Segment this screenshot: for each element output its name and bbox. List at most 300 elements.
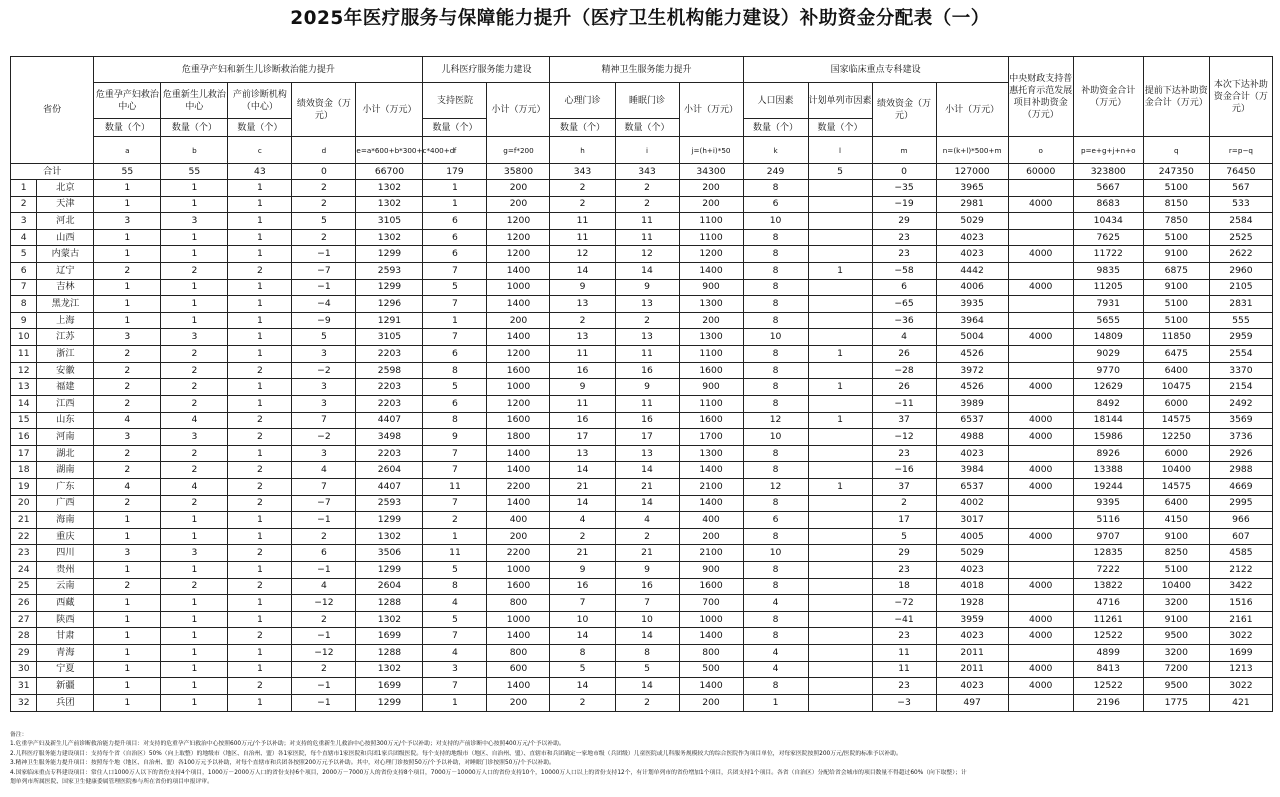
- table-row: [11, 445, 1273, 462]
- cell-m: 29: [872, 213, 936, 230]
- cell-m: −12: [872, 429, 936, 446]
- formula-q: q: [1143, 137, 1209, 164]
- province-name: 甘肃: [37, 628, 94, 645]
- cell-b: 1: [161, 528, 228, 545]
- cell-b: 2: [161, 379, 228, 396]
- cell-e: 2203: [356, 346, 423, 363]
- cell-n: 5029: [936, 213, 1008, 230]
- row-number: 22: [11, 528, 37, 545]
- cell-m: −16: [872, 462, 936, 479]
- header-col-d: 绩效资金（万元）: [292, 83, 356, 137]
- cell-c: 1: [228, 379, 292, 396]
- cell-b: 2: [161, 578, 228, 595]
- cell-l: [808, 329, 872, 346]
- cell-k: 8: [743, 628, 808, 645]
- header-col-k: 人口因素: [743, 83, 808, 119]
- allocation-table: [10, 56, 1273, 712]
- cell-i: 21: [615, 478, 679, 495]
- cell-n: 4526: [936, 346, 1008, 363]
- cell-n: 497: [936, 694, 1008, 711]
- cell-r: 533: [1209, 196, 1272, 213]
- cell-e: 2593: [356, 495, 423, 512]
- row-number: 13: [11, 379, 37, 396]
- cell-k: 8: [743, 296, 808, 313]
- cell-k: 10: [743, 213, 808, 230]
- cell-f: 7: [423, 628, 487, 645]
- cell-m: −58: [872, 263, 936, 280]
- cell-e: 2203: [356, 395, 423, 412]
- cell-d: −2: [292, 362, 356, 379]
- cell-r: 2960: [1209, 263, 1272, 280]
- cell-c: 1: [228, 661, 292, 678]
- cell-a: 1: [94, 296, 161, 313]
- cell-f: 7: [423, 462, 487, 479]
- cell-r: 2105: [1209, 279, 1272, 296]
- page-title: 2025年医疗服务与保障能力提升（医疗卫生机构能力建设）补助资金分配表（一）: [290, 8, 990, 29]
- cell-c: 2: [228, 628, 292, 645]
- cell-q: 5100: [1143, 296, 1209, 313]
- total-cell: 76450: [1209, 164, 1272, 180]
- cell-q: 9500: [1143, 628, 1209, 645]
- cell-q: 5100: [1143, 562, 1209, 579]
- cell-n: 4023: [936, 246, 1008, 263]
- cell-l: [808, 213, 872, 230]
- cell-q: 8150: [1143, 196, 1209, 213]
- header-col-f: 支持医院: [423, 83, 487, 119]
- province-name: 河南: [37, 429, 94, 446]
- table-row: [11, 478, 1273, 495]
- cell-c: 1: [228, 296, 292, 313]
- formula-a: a: [94, 137, 161, 164]
- cell-h: 16: [550, 362, 615, 379]
- cell-a: 3: [94, 213, 161, 230]
- cell-q: 10400: [1143, 462, 1209, 479]
- cell-h: 7: [550, 595, 615, 612]
- header-col-b: 危重新生儿救治中心: [161, 83, 228, 119]
- cell-i: 11: [615, 213, 679, 230]
- cell-k: 10: [743, 429, 808, 446]
- cell-i: 14: [615, 495, 679, 512]
- cell-j: 500: [679, 661, 743, 678]
- cell-f: 7: [423, 263, 487, 280]
- cell-i: 21: [615, 545, 679, 562]
- province-name: 江苏: [37, 329, 94, 346]
- cell-d: −4: [292, 296, 356, 313]
- cell-e: 2604: [356, 578, 423, 595]
- cell-d: 2: [292, 661, 356, 678]
- cell-o: 4000: [1008, 528, 1073, 545]
- header-qty: 数量（个）: [228, 119, 292, 137]
- cell-n: 4023: [936, 229, 1008, 246]
- cell-f: 1: [423, 528, 487, 545]
- cell-o: [1008, 512, 1073, 529]
- cell-f: 5: [423, 379, 487, 396]
- cell-j: 900: [679, 279, 743, 296]
- cell-k: 4: [743, 595, 808, 612]
- formula-d: d: [292, 137, 356, 164]
- cell-r: 555: [1209, 312, 1272, 329]
- cell-h: 11: [550, 229, 615, 246]
- cell-m: 23: [872, 562, 936, 579]
- cell-h: 16: [550, 412, 615, 429]
- table-row: [11, 246, 1273, 263]
- cell-o: 4000: [1008, 379, 1073, 396]
- cell-i: 12: [615, 246, 679, 263]
- cell-a: 1: [94, 628, 161, 645]
- row-number: 14: [11, 395, 37, 412]
- header-col-c: 产前诊断机构（中心）: [228, 83, 292, 119]
- total-cell: 247350: [1143, 164, 1209, 180]
- cell-d: −1: [292, 694, 356, 711]
- cell-k: 8: [743, 528, 808, 545]
- cell-c: 1: [228, 312, 292, 329]
- total-cell: 66700: [356, 164, 423, 180]
- cell-n: 5004: [936, 329, 1008, 346]
- cell-r: 607: [1209, 528, 1272, 545]
- cell-r: 2584: [1209, 213, 1272, 230]
- cell-b: 2: [161, 346, 228, 363]
- cell-k: 8: [743, 495, 808, 512]
- province-name: 河北: [37, 213, 94, 230]
- province-name: 宁夏: [37, 661, 94, 678]
- cell-e: 4407: [356, 478, 423, 495]
- table-row: [11, 379, 1273, 396]
- cell-h: 4: [550, 512, 615, 529]
- cell-m: −3: [872, 694, 936, 711]
- cell-c: 2: [228, 362, 292, 379]
- cell-o: 4000: [1008, 429, 1073, 446]
- cell-a: 2: [94, 395, 161, 412]
- table-row: [11, 578, 1273, 595]
- cell-g: 1200: [487, 229, 550, 246]
- cell-p: 12835: [1073, 545, 1143, 562]
- cell-m: 37: [872, 412, 936, 429]
- cell-e: 1299: [356, 562, 423, 579]
- cell-c: 1: [228, 611, 292, 628]
- table-row: [11, 628, 1273, 645]
- cell-a: 1: [94, 528, 161, 545]
- cell-c: 2: [228, 545, 292, 562]
- cell-c: 1: [228, 213, 292, 230]
- table-row: [11, 296, 1273, 313]
- total-cell: 0: [872, 164, 936, 180]
- cell-j: 200: [679, 180, 743, 197]
- cell-i: 2: [615, 694, 679, 711]
- cell-i: 16: [615, 412, 679, 429]
- cell-a: 1: [94, 246, 161, 263]
- cell-i: 10: [615, 611, 679, 628]
- cell-e: 1302: [356, 180, 423, 197]
- province-name: 广东: [37, 478, 94, 495]
- cell-i: 7: [615, 595, 679, 612]
- cell-r: 3422: [1209, 578, 1272, 595]
- table-row: [11, 462, 1273, 479]
- cell-n: 4023: [936, 562, 1008, 579]
- row-number: 19: [11, 478, 37, 495]
- header-col-n: 小计（万元）: [936, 83, 1008, 137]
- header-central-fund: 中央财政支持普惠托育示范发展项目补助资金（万元）: [1008, 57, 1073, 137]
- cell-o: 4000: [1008, 412, 1073, 429]
- cell-l: [808, 445, 872, 462]
- cell-d: −1: [292, 628, 356, 645]
- cell-f: 6: [423, 246, 487, 263]
- header-col-l: 计划单列市因素: [808, 83, 872, 119]
- province-name: 浙江: [37, 346, 94, 363]
- cell-q: 3200: [1143, 595, 1209, 612]
- table-row: [11, 429, 1273, 446]
- cell-o: 4000: [1008, 196, 1073, 213]
- cell-g: 1000: [487, 562, 550, 579]
- cell-c: 1: [228, 645, 292, 662]
- cell-f: 7: [423, 678, 487, 695]
- cell-d: 2: [292, 611, 356, 628]
- cell-q: 3200: [1143, 645, 1209, 662]
- cell-h: 11: [550, 395, 615, 412]
- table-row: [11, 694, 1273, 711]
- cell-g: 1400: [487, 445, 550, 462]
- cell-f: 4: [423, 595, 487, 612]
- cell-q: 1775: [1143, 694, 1209, 711]
- cell-o: [1008, 213, 1073, 230]
- formula-c: c: [228, 137, 292, 164]
- cell-o: 4000: [1008, 279, 1073, 296]
- province-name: 山东: [37, 412, 94, 429]
- formula-e: e=a*600+b*300+c*400+d: [356, 137, 423, 164]
- cell-a: 2: [94, 578, 161, 595]
- cell-d: 7: [292, 478, 356, 495]
- cell-b: 1: [161, 694, 228, 711]
- cell-r: 2995: [1209, 495, 1272, 512]
- cell-h: 12: [550, 246, 615, 263]
- cell-r: 4585: [1209, 545, 1272, 562]
- cell-a: 1: [94, 611, 161, 628]
- cell-m: −28: [872, 362, 936, 379]
- cell-f: 1: [423, 694, 487, 711]
- cell-q: 6400: [1143, 362, 1209, 379]
- cell-p: 18144: [1073, 412, 1143, 429]
- row-number: 18: [11, 462, 37, 479]
- cell-f: 9: [423, 429, 487, 446]
- cell-o: 4000: [1008, 246, 1073, 263]
- cell-g: 2200: [487, 478, 550, 495]
- cell-q: 4150: [1143, 512, 1209, 529]
- cell-h: 10: [550, 611, 615, 628]
- cell-j: 700: [679, 595, 743, 612]
- cell-j: 900: [679, 379, 743, 396]
- formula-o: o: [1008, 137, 1073, 164]
- header-this-issue: 本次下达补助资金合计（万元）: [1209, 57, 1272, 137]
- cell-n: 3984: [936, 462, 1008, 479]
- cell-r: 3736: [1209, 429, 1272, 446]
- cell-j: 1300: [679, 296, 743, 313]
- cell-f: 7: [423, 329, 487, 346]
- total-cell: 343: [615, 164, 679, 180]
- cell-g: 1400: [487, 296, 550, 313]
- row-number: 7: [11, 279, 37, 296]
- cell-i: 5: [615, 661, 679, 678]
- cell-b: 1: [161, 678, 228, 695]
- cell-i: 13: [615, 445, 679, 462]
- cell-h: 21: [550, 478, 615, 495]
- cell-b: 1: [161, 180, 228, 197]
- cell-k: 6: [743, 196, 808, 213]
- cell-e: 1302: [356, 196, 423, 213]
- cell-p: 12629: [1073, 379, 1143, 396]
- row-number: 4: [11, 229, 37, 246]
- cell-j: 1300: [679, 329, 743, 346]
- formula-m: m: [872, 137, 936, 164]
- cell-c: 1: [228, 246, 292, 263]
- cell-l: [808, 312, 872, 329]
- row-number: 24: [11, 562, 37, 579]
- formula-j: j=(h+i)*50: [679, 137, 743, 164]
- province-name: 青海: [37, 645, 94, 662]
- cell-j: 1100: [679, 395, 743, 412]
- cell-c: 1: [228, 329, 292, 346]
- cell-q: 7200: [1143, 661, 1209, 678]
- cell-i: 14: [615, 263, 679, 280]
- cell-q: 6000: [1143, 395, 1209, 412]
- cell-l: [808, 196, 872, 213]
- cell-h: 13: [550, 296, 615, 313]
- cell-r: 2988: [1209, 462, 1272, 479]
- row-number: 15: [11, 412, 37, 429]
- cell-e: 3105: [356, 213, 423, 230]
- cell-p: 7625: [1073, 229, 1143, 246]
- cell-i: 14: [615, 628, 679, 645]
- cell-p: 9707: [1073, 528, 1143, 545]
- cell-h: 2: [550, 312, 615, 329]
- cell-j: 1100: [679, 346, 743, 363]
- cell-a: 1: [94, 661, 161, 678]
- cell-m: 26: [872, 346, 936, 363]
- cell-d: −1: [292, 562, 356, 579]
- cell-k: 8: [743, 379, 808, 396]
- table-row: [11, 346, 1273, 363]
- cell-n: 4023: [936, 678, 1008, 695]
- cell-c: 1: [228, 279, 292, 296]
- cell-h: 21: [550, 545, 615, 562]
- cell-a: 1: [94, 312, 161, 329]
- cell-o: [1008, 312, 1073, 329]
- cell-g: 1600: [487, 362, 550, 379]
- cell-o: 4000: [1008, 578, 1073, 595]
- cell-e: 1302: [356, 528, 423, 545]
- cell-l: [808, 279, 872, 296]
- cell-i: 16: [615, 362, 679, 379]
- cell-l: [808, 429, 872, 446]
- cell-r: 1516: [1209, 595, 1272, 612]
- table-row: [11, 545, 1273, 562]
- row-number: 3: [11, 213, 37, 230]
- total-cell: 55: [94, 164, 161, 180]
- cell-g: 1400: [487, 263, 550, 280]
- cell-f: 7: [423, 445, 487, 462]
- cell-c: 1: [228, 196, 292, 213]
- header-col-a: 危重孕产妇救治中心: [94, 83, 161, 119]
- cell-b: 4: [161, 478, 228, 495]
- cell-k: 12: [743, 478, 808, 495]
- total-cell: 5: [808, 164, 872, 180]
- row-number: 20: [11, 495, 37, 512]
- cell-b: 1: [161, 229, 228, 246]
- cell-r: 2622: [1209, 246, 1272, 263]
- header-pre-issued: 提前下达补助资金合计（万元）: [1143, 57, 1209, 137]
- cell-o: [1008, 296, 1073, 313]
- cell-o: [1008, 562, 1073, 579]
- cell-d: 4: [292, 462, 356, 479]
- cell-d: 2: [292, 528, 356, 545]
- cell-e: 1299: [356, 694, 423, 711]
- province-name: 山西: [37, 229, 94, 246]
- cell-i: 2: [615, 312, 679, 329]
- province-name: 天津: [37, 196, 94, 213]
- cell-k: 8: [743, 462, 808, 479]
- note-line: 1.危重孕产妇及新生儿产前诊断救治能力提升项目：对支持的危重孕产妇救治中心按照600万元/个予以补助；对支持的危重新生儿救治中心按照300万元/个予以补助；对支持的产前诊断中心按照400万元/个予以补助。: [10, 741, 565, 748]
- header-group-pediatric: 儿科医疗服务能力建设: [423, 57, 550, 83]
- cell-c: 1: [228, 595, 292, 612]
- cell-j: 1100: [679, 229, 743, 246]
- province-name: 湖北: [37, 445, 94, 462]
- cell-i: 9: [615, 279, 679, 296]
- cell-g: 1000: [487, 279, 550, 296]
- cell-b: 3: [161, 213, 228, 230]
- cell-k: 8: [743, 312, 808, 329]
- cell-a: 2: [94, 346, 161, 363]
- cell-l: [808, 362, 872, 379]
- cell-o: [1008, 395, 1073, 412]
- cell-e: 1291: [356, 312, 423, 329]
- cell-o: [1008, 180, 1073, 197]
- cell-l: [808, 678, 872, 695]
- table-row: [11, 263, 1273, 280]
- cell-f: 7: [423, 495, 487, 512]
- formula-r: r=p−q: [1209, 137, 1272, 164]
- cell-o: 4000: [1008, 478, 1073, 495]
- cell-g: 200: [487, 312, 550, 329]
- cell-f: 6: [423, 395, 487, 412]
- cell-j: 200: [679, 196, 743, 213]
- cell-c: 2: [228, 429, 292, 446]
- cell-b: 2: [161, 395, 228, 412]
- row-number: 21: [11, 512, 37, 529]
- cell-m: 5: [872, 528, 936, 545]
- table-row: [11, 196, 1273, 213]
- cell-g: 1400: [487, 628, 550, 645]
- cell-a: 2: [94, 263, 161, 280]
- cell-m: 17: [872, 512, 936, 529]
- cell-i: 16: [615, 578, 679, 595]
- cell-b: 1: [161, 279, 228, 296]
- cell-k: 8: [743, 246, 808, 263]
- province-name: 广西: [37, 495, 94, 512]
- cell-p: 13388: [1073, 462, 1143, 479]
- header-col-j: 小计（万元）: [679, 83, 743, 137]
- cell-d: 2: [292, 229, 356, 246]
- cell-k: 6: [743, 512, 808, 529]
- cell-b: 1: [161, 296, 228, 313]
- cell-q: 10475: [1143, 379, 1209, 396]
- table-row: [11, 528, 1273, 545]
- row-number: 2: [11, 196, 37, 213]
- formula-h: h: [550, 137, 615, 164]
- formula-l: l: [808, 137, 872, 164]
- cell-i: 9: [615, 562, 679, 579]
- cell-e: 1302: [356, 661, 423, 678]
- cell-k: 4: [743, 645, 808, 662]
- table-row: [11, 512, 1273, 529]
- cell-h: 14: [550, 628, 615, 645]
